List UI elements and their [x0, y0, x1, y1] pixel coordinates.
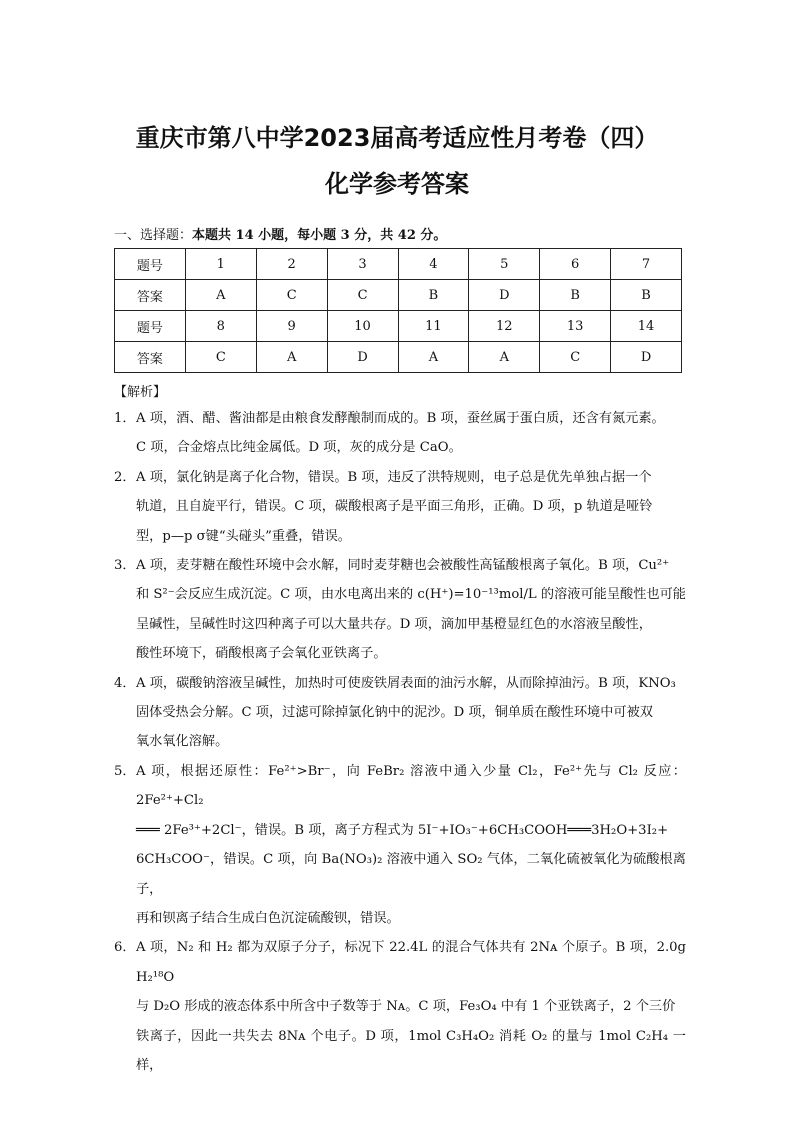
table-cell: D — [327, 342, 398, 373]
text-line: 和 S²⁻会反应生成沉淀。C 项，由水电离出来的 c(H⁺)=10⁻¹³mol/L 的溶液可能呈酸性也可能 — [136, 587, 686, 603]
table-cell: 6 — [540, 249, 611, 280]
analysis-item — [114, 933, 686, 1080]
item-number: 5． — [114, 763, 136, 779]
item-number: 4． — [114, 675, 136, 691]
table-cell: D — [469, 280, 540, 311]
analysis-item — [114, 404, 686, 463]
table-row — [115, 280, 682, 311]
table-cell: C — [256, 280, 327, 311]
table-cell: A — [185, 280, 256, 311]
analysis-heading: 【解析】 — [114, 385, 167, 400]
analysis-list — [114, 404, 686, 1080]
table-cell: B — [611, 280, 682, 311]
text-line: A 项，根据还原性：Fe²⁺>Br⁻，向 FeBr₂ 溶液中通入少量 Cl₂，Fe²⁺先与 Cl₂ 反应：2Fe²⁺+Cl₂ — [136, 763, 686, 809]
text-line: A 项，N₂ 和 H₂ 都为双原子分子，标况下 22.4L 的混合气体共有 2Nᴀ 个原子。B 项，2.0g H₂¹⁸O — [136, 940, 686, 985]
item-text — [136, 463, 686, 551]
text-line: A 项，酒、醋、酱油都是由粮食发酵酿制而成的。B 项，蚕丝属于蛋白质，还含有氮元素。 — [136, 411, 665, 426]
table-cell: C — [540, 342, 611, 373]
text-line: 氧水氧化溶解。 — [136, 734, 229, 750]
item-number: 6． — [114, 940, 136, 956]
table-cell: 1 — [185, 249, 256, 280]
table-cell: 8 — [185, 311, 256, 342]
table-cell: 9 — [256, 311, 327, 342]
item-number: 1． — [114, 411, 136, 426]
analysis-item — [114, 757, 686, 933]
table-cell: A — [398, 342, 469, 373]
table-row — [115, 342, 682, 373]
page-subtitle: 化学参考答案 — [325, 170, 469, 198]
table-cell: 答案 — [115, 280, 186, 311]
item-text — [136, 933, 686, 1080]
section-label: 一、选择题： — [114, 228, 193, 243]
table-cell: D — [611, 342, 682, 373]
item-text — [136, 669, 686, 757]
text-line: 轨道，且自旋平行，错误。C 项，碳酸根离子是平面三角形，正确。D 项，p 轨道是哑铃 — [136, 499, 653, 515]
table-cell: 2 — [256, 249, 327, 280]
text-line: 6CH₃COO⁻，错误。C 项，向 Ba(NO₃)₂ 溶液中通入 SO₂ 气体，二氧化硫被氧化为硫酸根离子， — [136, 852, 686, 897]
analysis-item — [114, 463, 686, 551]
table-cell: A — [256, 342, 327, 373]
table-cell: 7 — [611, 249, 682, 280]
table-cell: B — [398, 280, 469, 311]
page-title: 重庆市第八中学2023届高考适应性月考卷（四） — [135, 124, 659, 152]
text-line: 再和钡离子结合生成白色沉淀硫酸钡，错误。 — [136, 910, 400, 926]
table-cell: 题号 — [115, 249, 186, 280]
table-cell: B — [540, 280, 611, 311]
table-cell: 5 — [469, 249, 540, 280]
text-line: 与 D₂O 形成的液态体系中所含中子数等于 Nᴀ。C 项，Fe₃O₄ 中有 1 个亚铁离子，2 个三价 — [136, 999, 676, 1015]
item-number: 3． — [114, 558, 136, 574]
answer-table — [114, 248, 682, 373]
text-line: A 项，氯化钠是离子化合物，错误。B 项，违反了洪特规则，电子总是优先单独占据一个 — [136, 469, 652, 485]
table-cell: 10 — [327, 311, 398, 342]
item-text — [136, 757, 686, 933]
table-row — [115, 249, 682, 280]
table-cell: 答案 — [115, 342, 186, 373]
text-line: 固体受热会分解。C 项，过滤可除掉氯化钠中的泥沙。D 项，铜单质在酸性环境中可被双 — [136, 705, 653, 721]
item-number: 2． — [114, 469, 136, 485]
table-cell: 题号 — [115, 311, 186, 342]
item-text — [136, 404, 686, 463]
analysis-item — [114, 551, 686, 669]
text-line: 酸性环境下，硝酸根离子会氧化亚铁离子。 — [136, 646, 387, 662]
table-cell: 4 — [398, 249, 469, 280]
table-cell: 12 — [469, 311, 540, 342]
text-line: A 项，碳酸钠溶液呈碱性，加热时可使废铁屑表面的油污水解，从而除掉油污。B 项，KNO₃ — [136, 675, 676, 691]
table-cell: 14 — [611, 311, 682, 342]
item-text — [136, 551, 686, 669]
table-cell: A — [469, 342, 540, 373]
analysis-item — [114, 669, 686, 757]
table-cell: 3 — [327, 249, 398, 280]
text-line: 型，p—p σ键“头碰头”重叠，错误。 — [136, 528, 351, 544]
table-cell: C — [327, 280, 398, 311]
section-heading — [114, 224, 446, 243]
table-cell: 13 — [540, 311, 611, 342]
table-cell: 11 — [398, 311, 469, 342]
section-description: 本题共 14 小题，每小题 3 分，共 42 分。 — [192, 228, 447, 243]
text-line: 铁离子，因此一共失去 8Nᴀ 个电子。D 项，1mol C₃H₄O₂ 消耗 O₂ 的量与 1mol C₂H₄ 一样， — [136, 1028, 686, 1073]
table-cell: C — [185, 342, 256, 373]
text-line: ═══ 2Fe³⁺+2Cl⁻，错误。B 项，离子方程式为 5I⁻+IO₃⁻+6CH₃COOH═══3H₂O+3I₂+ — [136, 822, 669, 838]
table-row — [115, 311, 682, 342]
text-line: 呈碱性，呈碱性时这四种离子可以大量共存。D 项，滴加甲基橙显红色的水溶液呈酸性， — [136, 616, 652, 632]
text-line: C 项，合金熔点比纯金属低。D 项，灰的成分是 CaO。 — [136, 440, 462, 456]
text-line: A 项，麦芽糖在酸性环境中会水解，同时麦芽糖也会被酸性高锰酸根离子氧化。B 项，Cu²⁺ — [136, 558, 670, 574]
